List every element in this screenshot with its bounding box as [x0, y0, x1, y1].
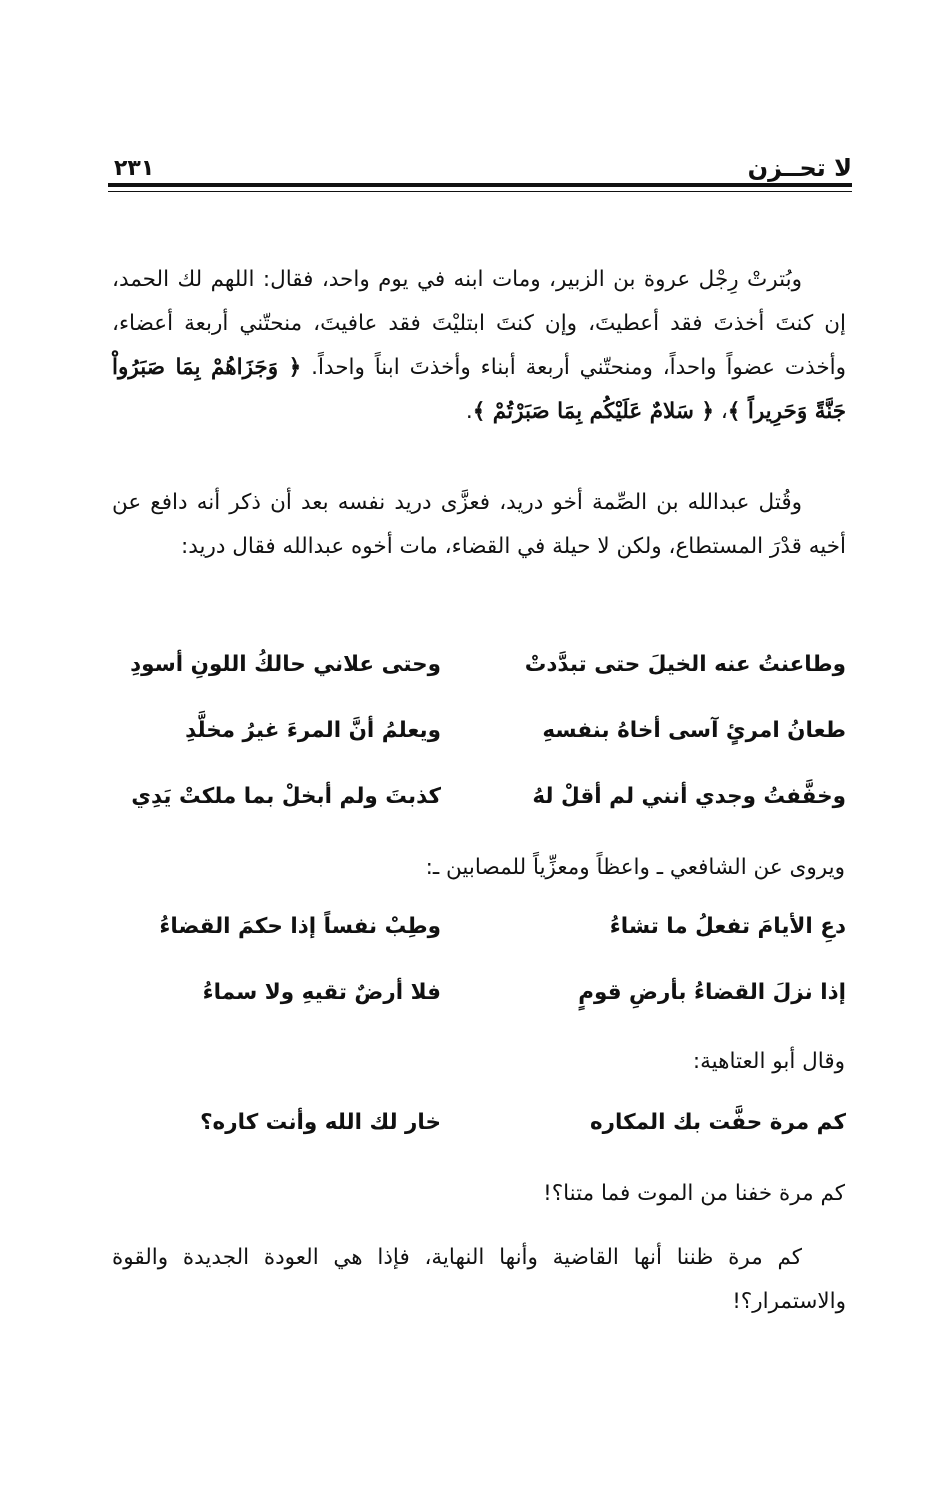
- quran-verse-1: ﴿ وَجَزَاهُمْ بِمَا صَبَرُواْ جَنَّةً وَحَرِيراً ﴾: [112, 355, 846, 424]
- shafii-intro: ويروى عن الشافعي ـ واعظاً ومعزِّياً للمصابين ـ:: [425, 855, 845, 880]
- header-rule-thick: [108, 183, 852, 187]
- verse-first-hemistich: طعانُ امرئٍ آسى أخاهُ بنفسهِ: [542, 718, 846, 743]
- header-rule-thin: [108, 191, 852, 192]
- verse-second-hemistich: كذبتَ ولم أبخلْ بما ملكتْ يَدِي: [131, 784, 441, 809]
- verse-second-hemistich: خار لك الله وأنت كاره؟: [200, 1110, 441, 1135]
- verse-first-hemistich: إذا نزلَ القضاءُ بأرضِ قومٍ: [578, 980, 846, 1005]
- verse-second-hemistich: وطِبْ نفساً إذا حكمَ القضاءُ: [159, 914, 441, 939]
- verse-first-hemistich: كم مرة حفَّت بك المكاره: [589, 1110, 846, 1135]
- quran-verse-2: ﴿ سَلامٌ عَلَيْكُم بِمَا صَبَرْتُمْ ﴾: [472, 399, 714, 424]
- paragraph-return: كم مرة ظننا أنها القاضية وأنها النهاية، فإذا هي العودة الجديدة والقوة والاستمرار؟!: [112, 1245, 846, 1314]
- verse-first-hemistich: وخفَّفتُ وجدي أنني لم أقلْ لهُ: [532, 784, 846, 809]
- paragraph-urwa-text: وبُترتْ رِجْل عروة بن الزبير، ومات ابنه في يوم واحد، فقال: اللهم لك الحمد، إن كنتَ أخذتَ فقد أعطيتَ، وإن كنتَ ابتليْتَ فقد عافيتَ، منحتّني أربعة أعضاء، وأخذت عضواً واحداً، ومنحتّني أربعة أبناء وأخذتَ ابناً واحداً.: [112, 267, 846, 380]
- poem-verse: [112, 914, 846, 954]
- separator: ،: [720, 399, 728, 424]
- paragraph-urwa: [112, 258, 846, 434]
- verse-second-hemistich: وحتى علاني حالكُ اللونِ أسودِ: [130, 652, 441, 677]
- verse-second-hemistich: فلا أرضٌ تقيهِ ولا سماءُ: [202, 980, 441, 1005]
- paragraph-durayd: وقُتل عبدالله بن الصِّمة أخو دريد، فعزَّى دريد نفسه بعد أن ذكر أنه دافع عن أخيه قدْرَ المستطاع، ولكن لا حيلة في القضاء، مات أخوه عبدالله فقال دريد:: [112, 490, 846, 559]
- verse-second-hemistich: ويعلمُ أنَّ المرءَ غيرُ مخلَّدِ: [185, 718, 441, 743]
- poem-verse: [112, 980, 846, 1020]
- running-title: لا تحــزن: [747, 154, 852, 182]
- poem-verse: [112, 652, 846, 692]
- paragraph-fear-death: كم مرة خفنا من الموت فما متنا؟!: [543, 1181, 845, 1206]
- verse-first-hemistich: دعِ الأيامَ تفعلُ ما تشاءُ: [609, 914, 846, 939]
- poem-verse: [112, 718, 846, 758]
- abu-atahiya-intro: وقال أبو العتاهية:: [692, 1049, 845, 1074]
- poem-verse: [112, 784, 846, 824]
- poem-verse: [112, 1110, 846, 1150]
- period: .: [465, 399, 473, 424]
- verse-first-hemistich: وطاعنتُ عنه الخيلَ حتى تبدَّدتْ: [524, 652, 846, 677]
- page-number: ٢٣١: [114, 156, 155, 181]
